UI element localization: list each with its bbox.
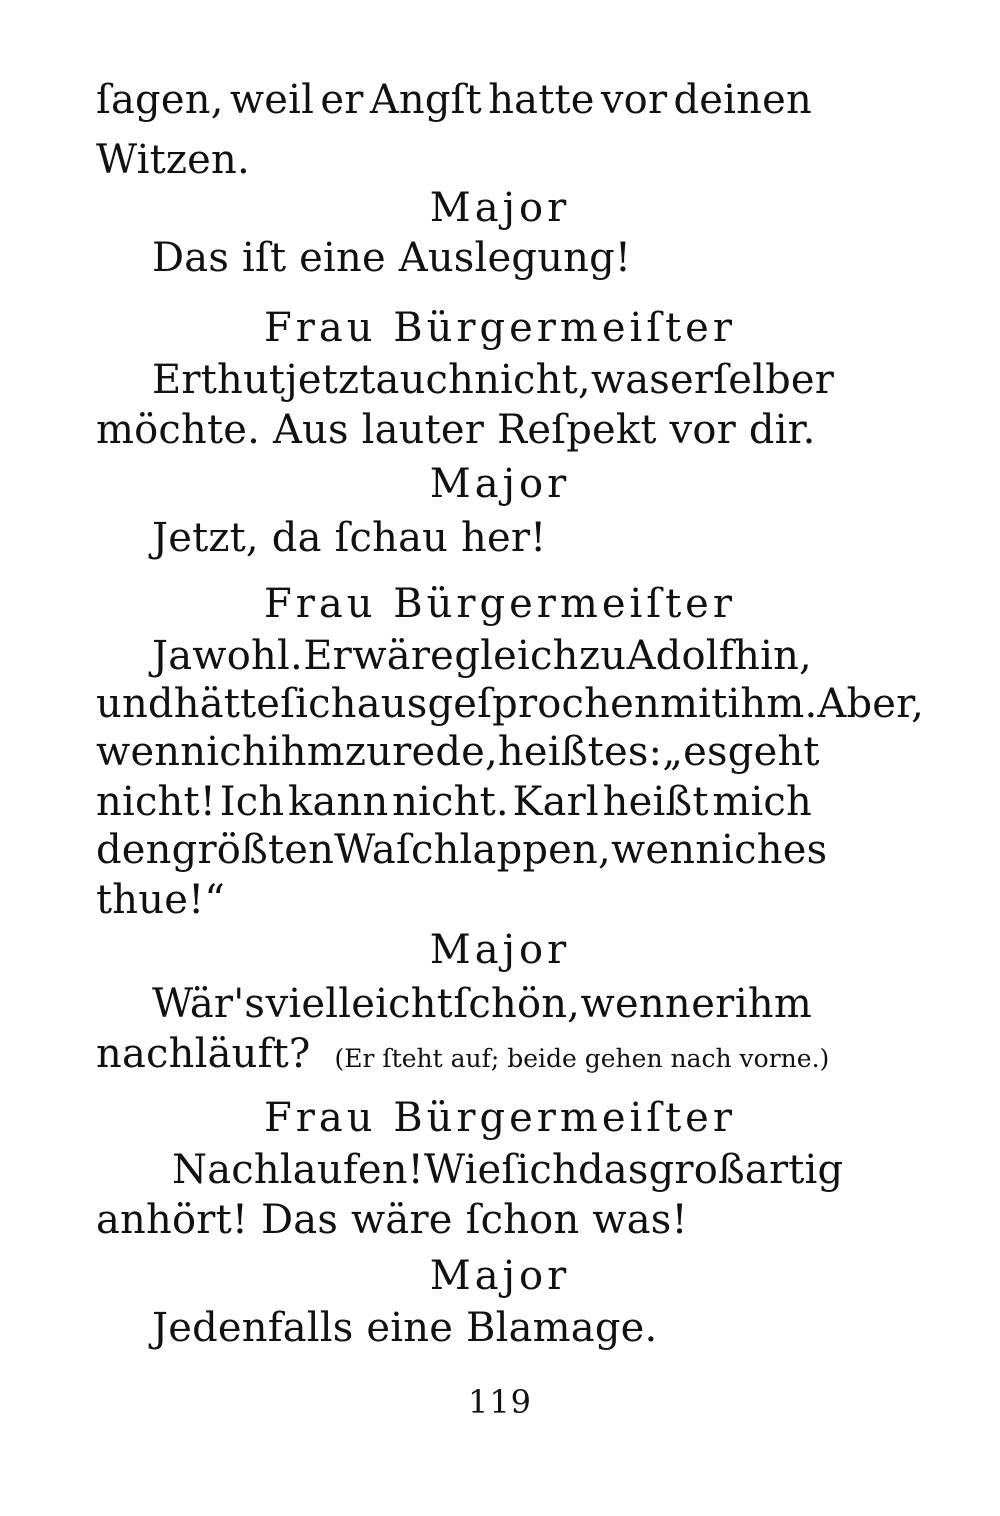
word: größten bbox=[171, 827, 335, 873]
speech-line: thue!“ bbox=[96, 877, 225, 923]
speech-line bbox=[96, 729, 820, 775]
word: das bbox=[577, 1147, 649, 1193]
speech-line: Das iſt eine Auslegung! bbox=[152, 235, 632, 281]
speaker-name: Major bbox=[429, 1253, 571, 1299]
word: heißt bbox=[497, 729, 604, 775]
word: ich bbox=[721, 827, 783, 873]
word: gleich bbox=[454, 633, 579, 679]
word: er bbox=[670, 357, 714, 403]
word: den bbox=[96, 827, 172, 873]
word: mich bbox=[712, 779, 812, 825]
word: er bbox=[320, 77, 364, 123]
word: Er bbox=[303, 633, 352, 679]
word: wenn bbox=[610, 827, 722, 873]
word: Aber, bbox=[817, 681, 924, 727]
word: vielleicht bbox=[265, 981, 453, 1027]
word: wäre bbox=[352, 633, 455, 679]
word: deinen bbox=[673, 77, 812, 123]
word: ich bbox=[206, 729, 268, 775]
word: ſchön, bbox=[453, 981, 581, 1027]
word: ſagen, bbox=[96, 77, 224, 123]
word: Wär's bbox=[152, 981, 266, 1027]
speech-line bbox=[172, 1147, 844, 1193]
word: Jawohl. bbox=[152, 633, 303, 679]
stage-direction: (Er ſteht auf; beide gehen nach vorne.) bbox=[334, 1044, 830, 1073]
word: hätte bbox=[173, 681, 281, 727]
word: ſich bbox=[280, 681, 357, 727]
word: zurede, bbox=[344, 729, 498, 775]
speech-line: Jedenfalls eine Blamage. bbox=[152, 1305, 658, 1351]
speech-line bbox=[96, 827, 828, 873]
word: mit bbox=[659, 681, 728, 727]
word: ſich bbox=[501, 1147, 578, 1193]
word: hatte bbox=[488, 77, 595, 123]
speaker-name: Frau Bürgermeiſter bbox=[264, 1095, 736, 1141]
word: vor bbox=[600, 77, 668, 123]
page-number: 119 bbox=[467, 1383, 533, 1421]
word: ihm bbox=[734, 981, 812, 1027]
speech-line bbox=[96, 77, 812, 123]
word: jetzt bbox=[285, 357, 376, 403]
speaker-name: Major bbox=[429, 185, 571, 231]
word: und bbox=[96, 681, 174, 727]
word: nicht, bbox=[474, 357, 591, 403]
speaker-name: Frau Bürgermeiſter bbox=[264, 305, 736, 351]
speech-line bbox=[96, 779, 812, 825]
speech-line: anhört! Das wäre ſchon was! bbox=[96, 1197, 688, 1243]
word: auch bbox=[375, 357, 475, 403]
speech-line bbox=[152, 981, 812, 1027]
word: ſelber bbox=[713, 357, 835, 403]
word: heißt bbox=[602, 779, 709, 825]
word: nicht. bbox=[392, 779, 509, 825]
word: thut bbox=[200, 357, 286, 403]
word: geht bbox=[727, 729, 820, 775]
word: es: bbox=[603, 729, 663, 775]
speech-line: Jetzt, da ſchau her! bbox=[152, 515, 547, 561]
word: wenn bbox=[96, 729, 207, 775]
speech-line: Witzen. bbox=[96, 137, 250, 183]
word: ihm bbox=[267, 729, 345, 775]
speaker-name: Frau Bürgermeiſter bbox=[264, 581, 736, 627]
word: was bbox=[590, 357, 671, 403]
word: Adolf bbox=[626, 633, 734, 679]
word: Er bbox=[152, 357, 201, 403]
word: „es bbox=[662, 729, 728, 775]
word: Angſt bbox=[369, 77, 482, 123]
speaker-name: Major bbox=[429, 461, 571, 507]
word: hin, bbox=[734, 633, 812, 679]
speech-line bbox=[96, 681, 924, 727]
speaker-name: Major bbox=[429, 927, 571, 973]
word: Karl bbox=[512, 779, 599, 825]
speech-text: nachläuft? bbox=[96, 1031, 311, 1077]
word: wenn bbox=[580, 981, 691, 1027]
word: weil bbox=[229, 77, 315, 123]
word: Nachlaufen! bbox=[172, 1147, 424, 1193]
word: Waſchlappen, bbox=[334, 827, 611, 873]
speech-line bbox=[152, 633, 812, 679]
word: ausgeſprochen bbox=[356, 681, 660, 727]
word: kann bbox=[288, 779, 389, 825]
speech-line bbox=[152, 357, 835, 403]
word: großartig bbox=[648, 1147, 844, 1193]
word: er bbox=[691, 981, 735, 1027]
word: ihm. bbox=[727, 681, 818, 727]
word: zu bbox=[578, 633, 627, 679]
speech-line bbox=[96, 1031, 830, 1077]
word: Ich bbox=[219, 779, 285, 825]
word: Wie bbox=[423, 1147, 502, 1193]
word: nicht! bbox=[96, 779, 217, 825]
speech-line: möchte. Aus lauter Reſpekt vor dir. bbox=[96, 407, 816, 453]
word: es bbox=[782, 827, 828, 873]
